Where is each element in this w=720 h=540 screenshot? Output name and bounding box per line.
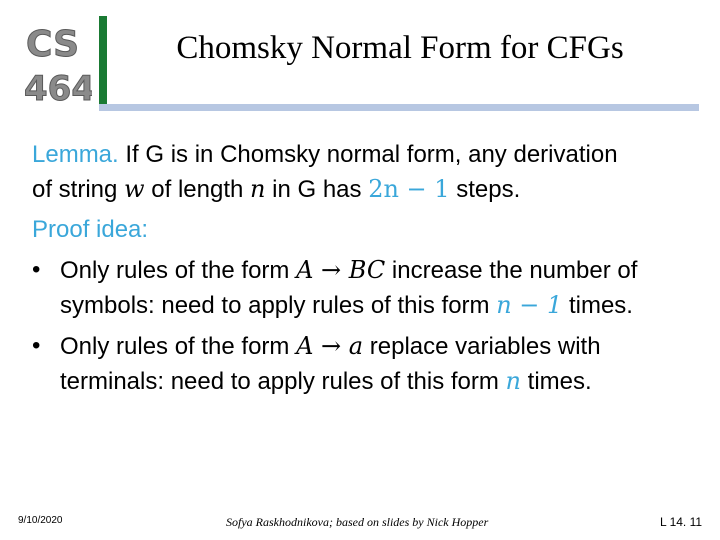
footer-date: 9/10/2020	[18, 515, 63, 526]
lemma-steps-expr: 2n − 1	[368, 175, 450, 203]
lemma-var-n: n	[250, 175, 266, 203]
bullet-marker: •	[32, 256, 41, 283]
lemma-label: Lemma.	[32, 141, 119, 168]
lemma-text-2a: of string	[32, 176, 125, 203]
bullet-1-pre: Only rules of the form	[60, 257, 297, 284]
title-divider-vertical	[99, 16, 107, 110]
lemma-var-w: w	[124, 175, 145, 203]
bullet-1-post: increase the number of	[385, 257, 638, 284]
bullet-marker: •	[32, 332, 41, 359]
bullet-2-pre: Only rules of the form	[60, 333, 297, 360]
bullet-2-line-a	[60, 329, 692, 364]
logo-line-1: CS	[26, 24, 80, 65]
bullet-1-b-pre: symbols: need to apply rules of this form	[60, 292, 497, 319]
bullet-2-post: replace variables with	[363, 333, 601, 360]
logo-graphic	[22, 18, 92, 108]
footer-credit: Sofya Raskhodnikova; based on slides by Nick Hopper	[226, 515, 489, 529]
bullet-2-b-pre: terminals: need to apply rules of this form	[60, 368, 506, 395]
proof-label: Proof idea:	[32, 216, 149, 243]
logo-line-2: 464	[24, 69, 92, 108]
cs464-logo	[22, 18, 92, 108]
bullet-2-count: n	[505, 367, 522, 395]
bullet-2-line-b	[60, 364, 692, 399]
bullet-2-b-post: times.	[521, 368, 592, 395]
title-divider-horizontal	[99, 104, 699, 111]
bullet-1-rule: A → BC	[296, 256, 386, 284]
bullet-1-line-a	[60, 253, 692, 288]
bullet-1-count: n − 1	[496, 291, 563, 319]
bullet-2-rule: A → a	[296, 332, 364, 360]
lemma-text-2d: steps.	[449, 176, 521, 203]
lemma-text-1: If G is in Chomsky normal form, any derivation	[125, 141, 618, 168]
lemma-text-2b: of length	[144, 176, 251, 203]
lemma-line-2	[32, 172, 692, 207]
slide-title: Chomsky Normal Form for CFGs	[176, 30, 624, 66]
slide-body	[32, 138, 692, 399]
bullet-1-line-b	[60, 288, 692, 323]
slide-number: L 14. 11	[660, 515, 703, 529]
lemma-line-1	[32, 138, 692, 172]
bullet-1-b-post: times.	[562, 292, 633, 319]
lemma-text-2c: in G has	[265, 176, 369, 203]
bullet-item-2	[32, 329, 692, 399]
bullet-item-1	[32, 253, 692, 323]
